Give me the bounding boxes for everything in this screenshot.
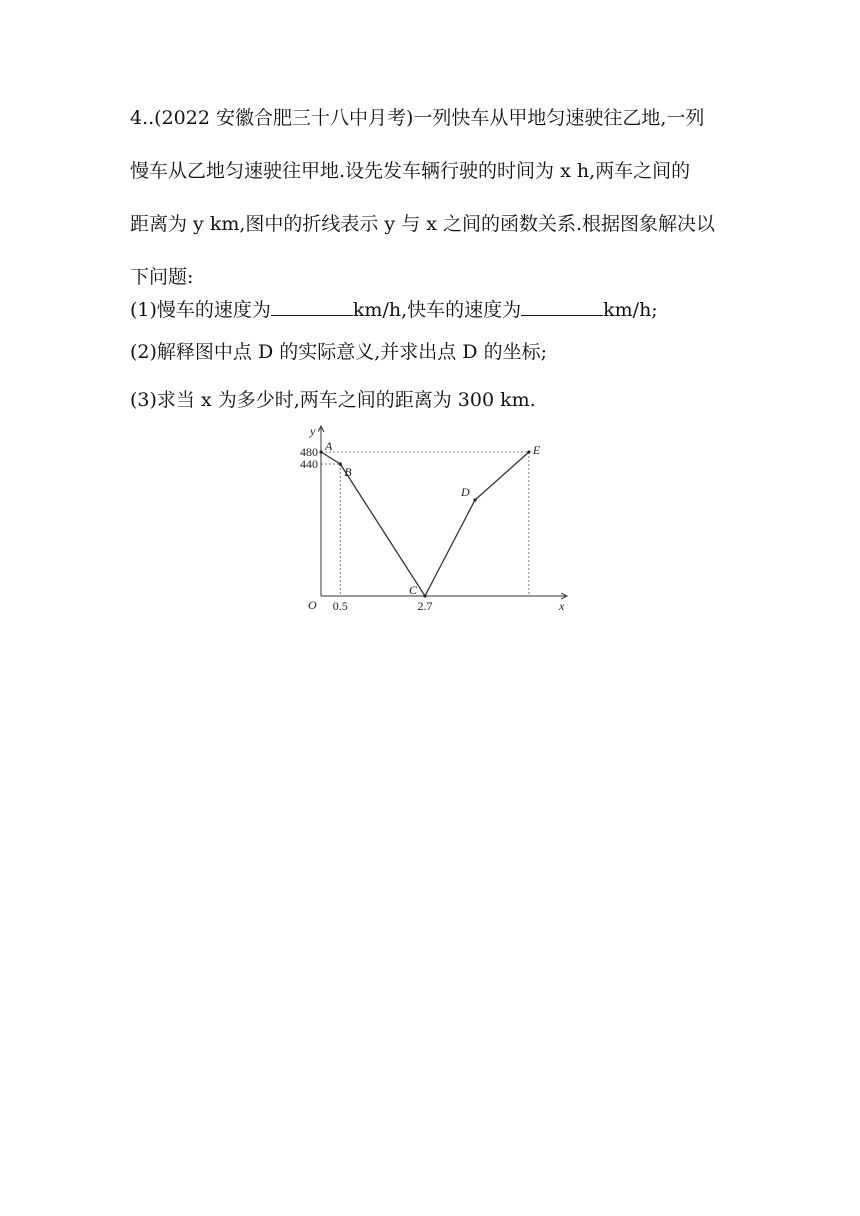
x-tick-label-2.7: 2.7 bbox=[417, 599, 433, 613]
guide-lines bbox=[321, 452, 529, 596]
point-label-E: E bbox=[532, 443, 541, 457]
point-E bbox=[527, 450, 530, 453]
point-markers bbox=[319, 439, 541, 598]
point-B bbox=[339, 462, 342, 465]
question-3: (3)求当 x 为多少时,两车之间的距离为 300 km. bbox=[130, 389, 536, 411]
answer-blank-slow-speed[interactable] bbox=[271, 297, 353, 316]
point-label-D: D bbox=[461, 485, 470, 499]
origin-label: O bbox=[308, 598, 317, 612]
problem-text-line-4: 下问题: bbox=[130, 266, 194, 288]
point-label-B: B bbox=[344, 465, 352, 479]
distance-polyline bbox=[321, 452, 529, 596]
point-A bbox=[319, 450, 322, 453]
x-tick-label-0.5: 0.5 bbox=[332, 599, 348, 613]
question-1-text-a: (1)慢车的速度为 bbox=[130, 299, 271, 321]
y-axis-label: y bbox=[310, 424, 316, 438]
y-tick-label-480: 480 bbox=[300, 445, 318, 459]
question-1-text-b: km/h,快车的速度为 bbox=[352, 299, 522, 321]
problem-text-line-2: 慢车从乙地匀速驶往甲地.设先发车辆行驶的时间为 x h,两车之间的 bbox=[130, 160, 691, 182]
question-2: (2)解释图中点 D 的实际意义,并求出点 D 的坐标; bbox=[130, 341, 547, 363]
graph-svg bbox=[295, 420, 585, 620]
problem-text-line-3: 距离为 y km,图中的折线表示 y 与 x 之间的函数关系.根据图象解决以 bbox=[130, 213, 716, 235]
y-tick-label-440: 440 bbox=[300, 457, 318, 471]
distance-time-graph bbox=[295, 420, 585, 620]
x-axis-label: x bbox=[559, 599, 565, 613]
point-label-A: A bbox=[325, 439, 333, 453]
point-label-C: C bbox=[408, 583, 417, 597]
question-1 bbox=[130, 296, 658, 324]
question-1-text-c: km/h; bbox=[603, 299, 658, 321]
problem-text-line-1: 4..(2022 安徽合肥三十八中月考)一列快车从甲地匀速驶往乙地,一列 bbox=[130, 107, 705, 129]
answer-blank-fast-speed[interactable] bbox=[521, 297, 603, 316]
point-C bbox=[423, 594, 426, 597]
point-D bbox=[473, 498, 476, 501]
